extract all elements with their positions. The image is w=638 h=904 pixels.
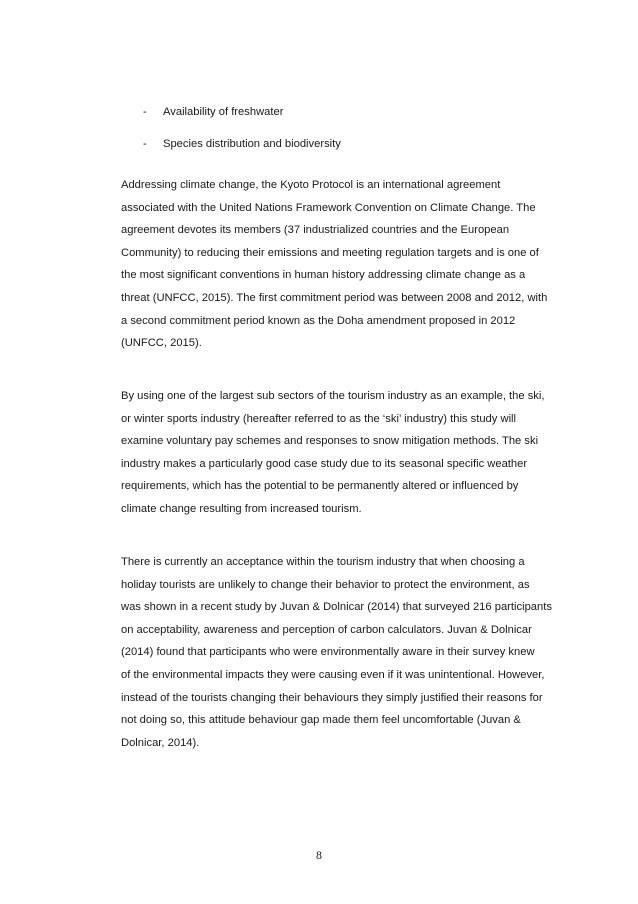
text-line: on acceptability, awareness and perception of carbon calculators. Juvan & Dolnicar bbox=[121, 623, 532, 636]
paragraph-ski-industry bbox=[121, 385, 581, 521]
bullet-item bbox=[143, 100, 341, 132]
text-line: threat (UNFCC, 2015). The first commitment period was between 2008 and 2012, with bbox=[121, 291, 548, 304]
text-line: By using one of the largest sub sectors of the tourism industry as an example, the ski, bbox=[121, 390, 545, 402]
bullet-text: Species distribution and biodiversity bbox=[163, 138, 341, 150]
text-line: was shown in a recent study by Juvan & Dolnicar (2014) that surveyed 216 participants bbox=[121, 601, 552, 614]
text-line: not doing so, this attitude behaviour gap made them feel uncomfortable (Juvan & bbox=[121, 714, 521, 727]
text-line: holiday tourists are unlikely to change their behavior to protect the environment, as bbox=[121, 578, 530, 591]
text-line: agreement devotes its members (37 industrialized countries and the European bbox=[121, 224, 510, 237]
page-number: 8 bbox=[316, 848, 322, 862]
text-line: requirements, which has the potential to be permanently altered or influenced by bbox=[121, 480, 519, 493]
text-line: Community) to reducing their emissions and meeting regulation targets and is one of bbox=[121, 246, 539, 259]
text-line: a second commitment period known as the Doha amendment proposed in 2012 bbox=[121, 314, 516, 327]
text-line: or winter sports industry (hereafter referred to as the ‘ski’ industry) this study will bbox=[121, 412, 517, 425]
text-line: (UNFCC, 2015). bbox=[121, 337, 202, 350]
text-line: the most significant conventions in human history addressing climate change as a bbox=[121, 269, 526, 282]
paragraph-tourist-behaviour bbox=[121, 551, 581, 754]
bullet-item bbox=[143, 132, 341, 164]
bullet-text: Availability of freshwater bbox=[163, 106, 284, 118]
text-line: Addressing climate change, the Kyoto Protocol is an international agreement bbox=[121, 179, 501, 191]
bullet-list bbox=[143, 100, 341, 164]
text-line: associated with the United Nations Framework Convention on Climate Change. The bbox=[121, 201, 536, 214]
bullet-dash: - bbox=[143, 106, 147, 118]
text-line: industry makes a particularly good case study due to its seasonal specific weather bbox=[121, 457, 528, 470]
text-line: There is currently an acceptance within the tourism industry that when choosing a bbox=[121, 556, 525, 568]
text-line: examine voluntary pay schemes and responses to snow mitigation methods. The ski bbox=[121, 435, 539, 448]
text-line: climate change resulting from increased tourism. bbox=[121, 502, 362, 515]
bullet-dash: - bbox=[143, 138, 147, 150]
text-line: instead of the tourists changing their behaviours they simply justified their reasons for bbox=[121, 691, 543, 704]
paragraph-kyoto-protocol bbox=[121, 174, 581, 355]
text-line: (2014) found that participants who were environmentally aware in their survey knew bbox=[121, 646, 535, 659]
text-line: Dolnicar, 2014). bbox=[121, 736, 200, 749]
text-line: of the environmental impacts they were causing even if it was unintentional. However, bbox=[121, 668, 545, 681]
